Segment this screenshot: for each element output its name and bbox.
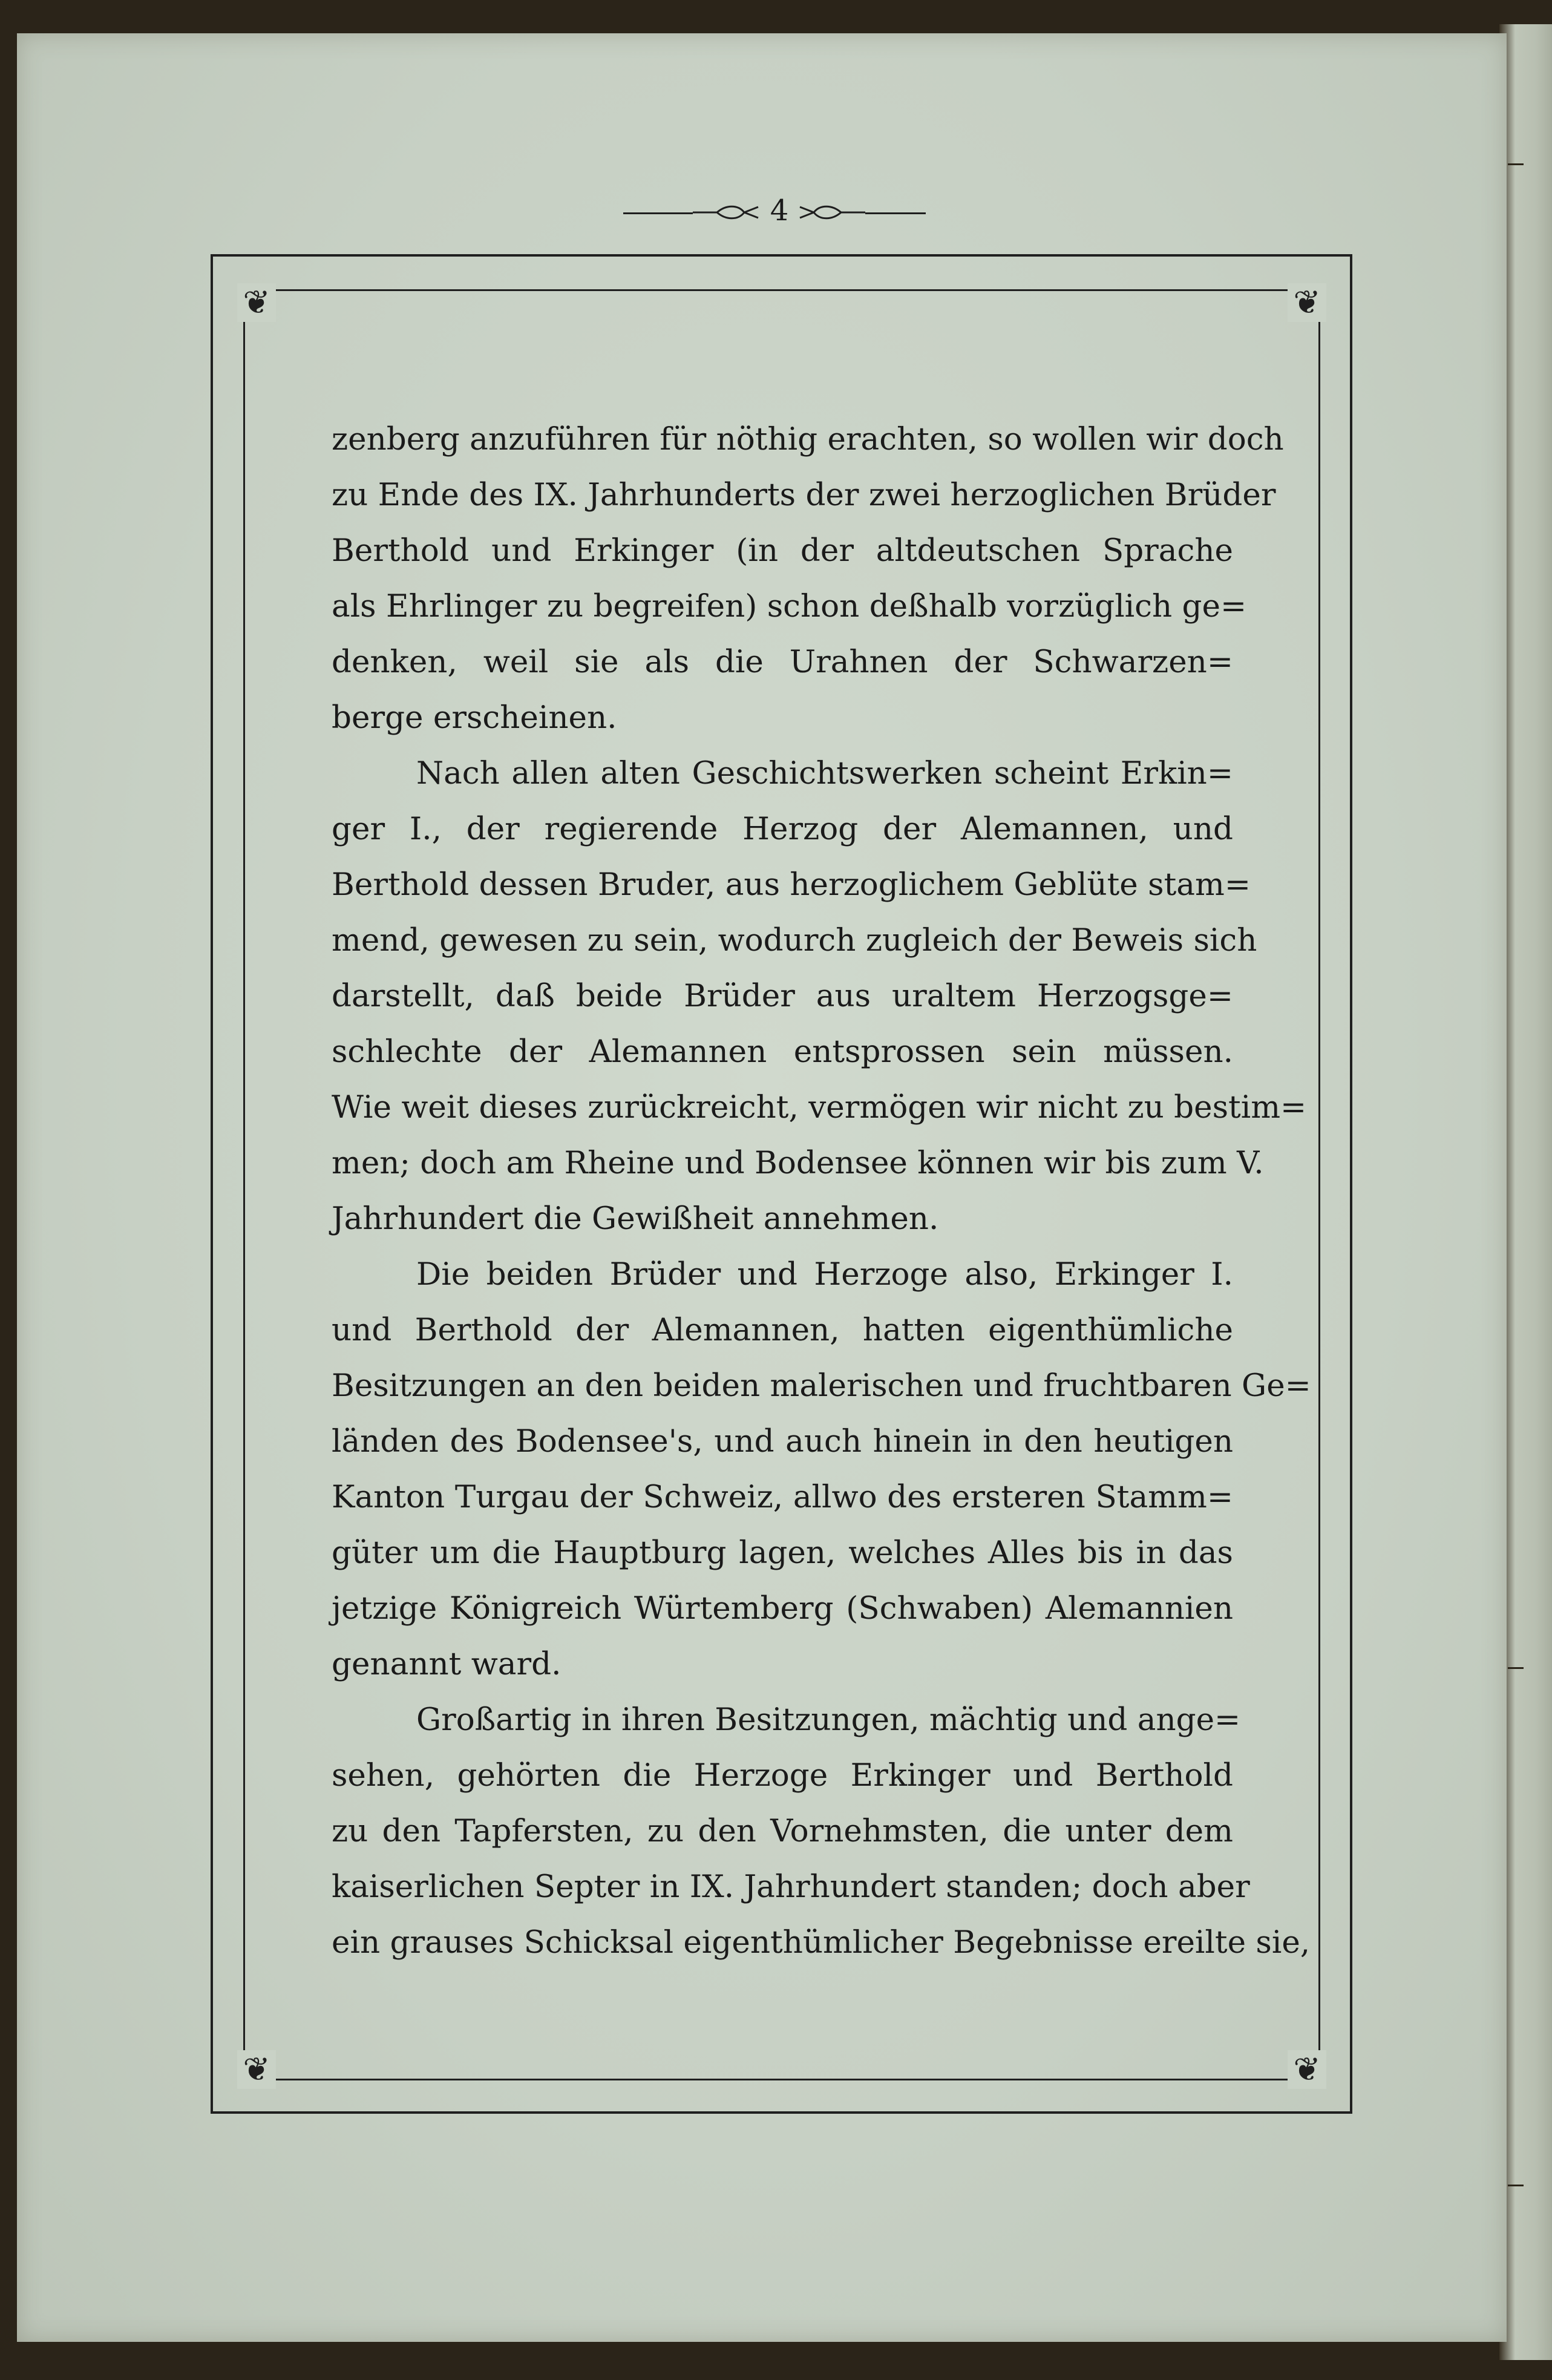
- text-line: güter um die Hauptburg lagen, welches Alles bis in das: [332, 1535, 1233, 1571]
- text-line: Nach allen alten Geschichtswerken scheint Erkin=: [416, 755, 1233, 792]
- header-rule-right: [865, 212, 926, 214]
- text-line: jetzige Königreich Würtemberg (Schwaben) Alemannien: [332, 1590, 1233, 1627]
- text-line: Besitzungen an den beiden malerischen und fruchtbaren Ge=: [332, 1368, 1311, 1404]
- corner-ornament-icon: ❦: [1288, 283, 1326, 322]
- text-line: genannt ward.: [332, 1646, 562, 1682]
- text-line: darstellt, daß beide Brüder aus uraltem Herzogsge=: [332, 978, 1233, 1014]
- body-text: [332, 411, 1311, 1970]
- page-tab-mark: [1508, 163, 1524, 165]
- page-number: 4: [770, 194, 789, 228]
- corner-ornament-icon: ❦: [1288, 2050, 1326, 2089]
- page-header: [623, 192, 926, 229]
- text-line: Kanton Turgau der Schweiz, allwo des ersteren Stamm=: [332, 1479, 1233, 1515]
- text-line: men; doch am Rheine und Bodensee können wir bis zum V.: [332, 1145, 1264, 1181]
- adjacent-page-edge: [1499, 24, 1552, 2360]
- text-line: Jahrhundert die Gewißheit annehmen.: [332, 1201, 939, 1237]
- text-line: zu Ende des IX. Jahrhunderts der zwei herzoglichen Brüder: [332, 477, 1276, 513]
- text-line: zu den Tapfersten, zu den Vornehmsten, die unter dem: [332, 1813, 1233, 1849]
- text-line: und Berthold der Alemannen, hatten eigenthümliche: [332, 1312, 1233, 1348]
- header-rule-left: [623, 212, 693, 214]
- text-line: Berthold und Erkinger (in der altdeutschen Sprache: [332, 533, 1233, 569]
- page-tab-mark: [1508, 2185, 1524, 2186]
- text-line: berge erscheinen.: [332, 700, 617, 736]
- text-line: länden des Bodensee's, und auch hinein in den heutigen: [332, 1423, 1233, 1460]
- text-line: Großartig in ihren Besitzungen, mächtig und ange=: [416, 1702, 1241, 1738]
- text-line: ger I., der regierende Herzog der Alemannen, und: [332, 811, 1233, 847]
- header-ornament-right: [799, 203, 865, 223]
- text-line: kaiserlichen Septer in IX. Jahrhundert standen; doch aber: [332, 1869, 1250, 1905]
- text-line: als Ehrlinger zu begreifen) schon deßhalb vorzüglich ge=: [332, 588, 1247, 625]
- header-ornament-left: [693, 203, 759, 223]
- corner-ornament-icon: ❦: [237, 283, 276, 322]
- text-line: Die beiden Brüder und Herzoge also, Erkinger I.: [416, 1256, 1233, 1293]
- text-line: mend, gewesen zu sein, wodurch zugleich der Beweis sich: [332, 922, 1257, 959]
- text-line: zenberg anzuführen für nöthig erachten, so wollen wir doch: [332, 421, 1284, 457]
- corner-ornament-icon: ❦: [237, 2050, 276, 2089]
- page-tab-mark: [1508, 1667, 1524, 1669]
- text-line: ein grauses Schicksal eigenthümlicher Begebnisse ereilte sie,: [332, 1924, 1311, 1961]
- text-line: Berthold dessen Bruder, aus herzoglichem Geblüte stam=: [332, 867, 1251, 903]
- text-line: Wie weit dieses zurückreicht, vermögen wir nicht zu bestim=: [332, 1089, 1307, 1126]
- text-line: sehen, gehörten die Herzoge Erkinger und Berthold: [332, 1757, 1233, 1794]
- text-line: denken, weil sie als die Urahnen der Schwarzen=: [332, 644, 1233, 680]
- text-line: schlechte der Alemannen entsprossen sein müssen.: [332, 1034, 1233, 1070]
